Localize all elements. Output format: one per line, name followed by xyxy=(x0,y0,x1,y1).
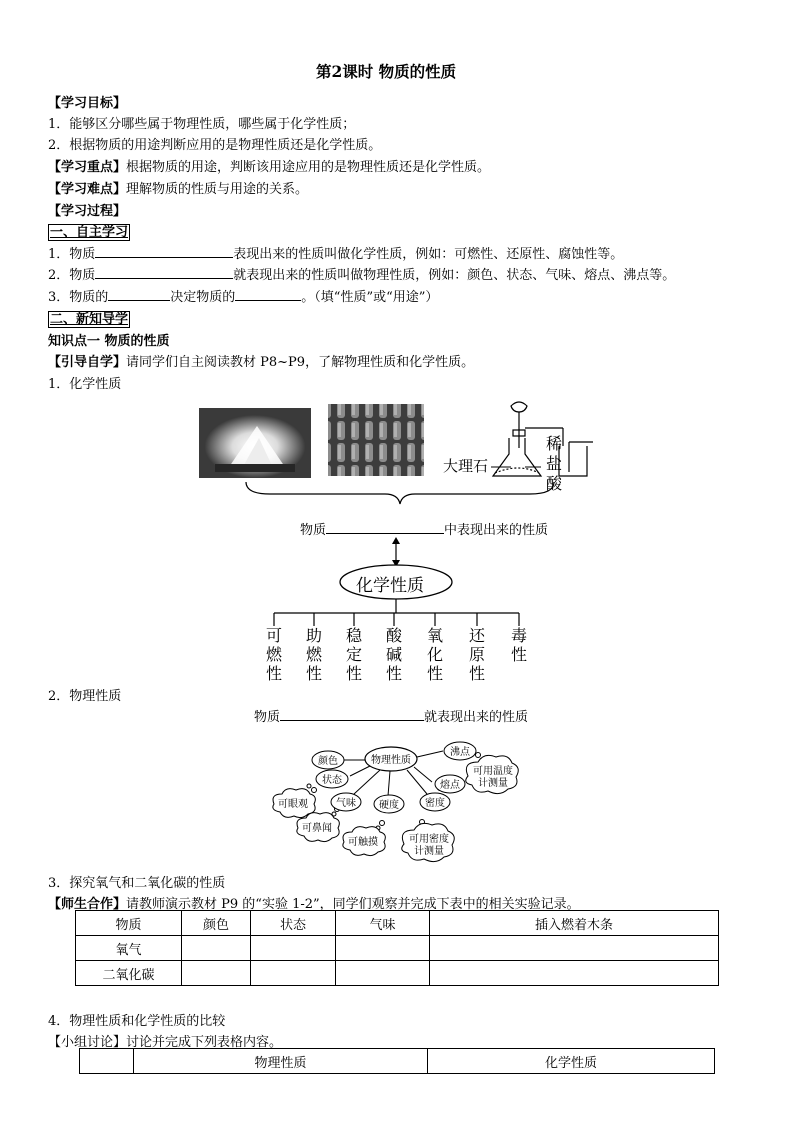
key-point-text: 根据物质的用途，判断该用途应用的是物理性质还是化学性质。 xyxy=(126,160,491,175)
phys-definition xyxy=(254,706,528,725)
item-physical-property: 2．物理性质 xyxy=(48,689,122,704)
table-row xyxy=(80,1049,715,1074)
phys-center-label: 物理性质 xyxy=(371,755,411,766)
table1-header-substance: 物质 xyxy=(76,911,182,936)
table1-cell[interactable] xyxy=(251,936,336,961)
gas-experiment-table xyxy=(75,910,719,986)
q1-start: 1．物质 xyxy=(48,247,96,262)
table1-header-state: 状态 xyxy=(251,911,336,936)
item-explore-gases: 3．探究氧气和二氧化碳的性质 xyxy=(48,876,226,891)
table1-cell[interactable] xyxy=(430,961,719,986)
q3-end: 。（填“性质”或“用途”） xyxy=(301,290,439,305)
cloud-touch: 可触摸 xyxy=(348,837,378,848)
chem-def-suffix: 中表现出来的性质 xyxy=(444,523,549,538)
q3-start: 3．物质的 xyxy=(48,290,109,305)
acid-char-2: 盐 xyxy=(545,454,562,473)
phys-node-melting-point: 熔点 xyxy=(440,780,460,791)
self-study-q3 xyxy=(48,286,438,305)
coop-text: 请教师演示教材 P9 的“实验 1-2”，同学们观察并完成下表中的相关实验记录。 xyxy=(126,897,580,912)
cloud-density-line-2: 计测量 xyxy=(414,846,444,857)
difficulty xyxy=(48,178,308,197)
acid-char-3: 酸 xyxy=(545,474,562,493)
q2-blank[interactable] xyxy=(95,266,233,279)
marble-acid-apparatus xyxy=(493,402,593,476)
phys-node-hardness: 硬度 xyxy=(379,800,399,811)
group-text: 讨论并完成下列表格内容。 xyxy=(126,1035,283,1050)
cloud-smell: 可鼻闻 xyxy=(302,823,332,834)
cloud-temp-line-2: 计测量 xyxy=(478,778,508,789)
self-study-q1 xyxy=(48,243,623,262)
table-row xyxy=(76,911,719,936)
cloud-see: 可眼观 xyxy=(278,799,308,810)
charcoal-sticks-image xyxy=(328,404,424,476)
table1-cell[interactable] xyxy=(251,961,336,986)
self-study-heading xyxy=(48,221,130,240)
table1-cell-co2: 二氧化碳 xyxy=(76,961,182,986)
goal-item-2: 2．根据物质的用途判断应用的是物理性质还是化学性质。 xyxy=(48,138,382,153)
q3-blank-1[interactable] xyxy=(108,288,170,301)
acid-char-1: 稀 xyxy=(545,434,562,453)
guide-label: 【引导自学】 xyxy=(48,355,127,370)
chem-def-blank[interactable] xyxy=(326,521,444,534)
page-title: 第2课时 物质的性质 xyxy=(316,62,457,81)
table2-header-physical: 物理性质 xyxy=(134,1049,428,1074)
branch-toxicity: 毒 性 xyxy=(510,626,527,664)
table1-cell[interactable] xyxy=(336,936,430,961)
guide-study xyxy=(48,351,474,370)
marble-label: 大理石 xyxy=(443,457,489,475)
self-study-q2 xyxy=(48,264,675,283)
branch-stability: 稳 定 性 xyxy=(345,626,362,683)
q1-blank[interactable] xyxy=(95,245,233,258)
table-row xyxy=(76,961,719,986)
table1-cell[interactable] xyxy=(430,936,719,961)
q2-end: 就表现出来的性质叫做物理性质，例如：颜色、状态、气味、熔点、沸点等。 xyxy=(233,268,676,283)
new-knowledge-heading xyxy=(48,308,130,327)
chem-def-prefix: 物质 xyxy=(300,523,327,538)
table-row xyxy=(76,936,719,961)
phys-def-suffix: 就表现出来的性质 xyxy=(424,710,529,725)
phys-def-prefix: 物质 xyxy=(254,710,281,725)
guide-text: 请同学们自主阅读教材 P8~P9，了解物理性质和化学性质。 xyxy=(126,355,475,370)
coop-label: 【师生合作】 xyxy=(48,897,127,912)
phys-def-blank[interactable] xyxy=(280,708,424,721)
phys-node-odor: 气味 xyxy=(336,798,356,809)
goals-heading: 【学习目标】 xyxy=(48,96,127,111)
table1-header-burning-splint: 插入燃着木条 xyxy=(430,911,719,936)
q1-end: 表现出来的性质叫做化学性质，例如：可燃性、还原性、腐蚀性等。 xyxy=(233,247,624,262)
branch-combustion-support: 助 燃 性 xyxy=(305,626,322,683)
difficulty-label: 【学习难点】 xyxy=(48,182,127,197)
self-study-heading-text: 一、自主学习 xyxy=(50,225,129,240)
difficulty-text: 理解物质的性质与用途的关系。 xyxy=(126,182,309,197)
table1-header-odor: 气味 xyxy=(336,911,430,936)
branch-acidity-alkalinity: 酸 碱 性 xyxy=(385,626,402,683)
phys-node-state: 状态 xyxy=(322,775,342,786)
key-point-label: 【学习重点】 xyxy=(48,160,127,175)
phys-node-density: 密度 xyxy=(425,798,445,809)
table2-header-chemical: 化学性质 xyxy=(428,1049,715,1074)
phys-node-color: 颜色 xyxy=(318,756,338,767)
chem-oval-label: 化学性质 xyxy=(356,576,424,596)
table1-cell[interactable] xyxy=(182,961,251,986)
physical-property-diagram xyxy=(262,730,542,865)
table1-cell[interactable] xyxy=(182,936,251,961)
branch-oxidizing: 氧 化 性 xyxy=(426,626,443,683)
table2-header-blank xyxy=(80,1049,134,1074)
q3-blank-2[interactable] xyxy=(235,288,301,301)
phys-node-boiling-point: 沸点 xyxy=(450,747,470,758)
new-knowledge-heading-text: 二、新知导学 xyxy=(50,312,129,327)
key-point xyxy=(48,156,490,175)
q2-start: 2．物质 xyxy=(48,268,96,283)
comparison-table xyxy=(79,1048,715,1074)
campfire-image xyxy=(199,408,311,478)
item-chemical-property: 1．化学性质 xyxy=(48,377,122,392)
process-heading: 【学习过程】 xyxy=(48,204,127,219)
item-compare-properties: 4．物理性质和化学性质的比较 xyxy=(48,1014,226,1029)
table1-header-color: 颜色 xyxy=(182,911,251,936)
table1-cell-oxygen: 氧气 xyxy=(76,936,182,961)
branch-reducing: 还 原 性 xyxy=(468,626,485,683)
knowledge-point-1: 知识点一 物质的性质 xyxy=(48,334,170,349)
group-label: 【小组讨论】 xyxy=(48,1035,127,1050)
q3-middle: 决定物质的 xyxy=(170,290,236,305)
brace xyxy=(240,480,560,506)
cloud-density-line-1: 可用密度 xyxy=(409,834,449,845)
goal-item-1: 1．能够区分哪些属于物理性质，哪些属于化学性质； xyxy=(48,117,356,132)
table1-cell[interactable] xyxy=(336,961,430,986)
branch-flammability: 可 燃 性 xyxy=(265,626,282,683)
cloud-temp-line-1: 可用温度 xyxy=(473,766,513,777)
